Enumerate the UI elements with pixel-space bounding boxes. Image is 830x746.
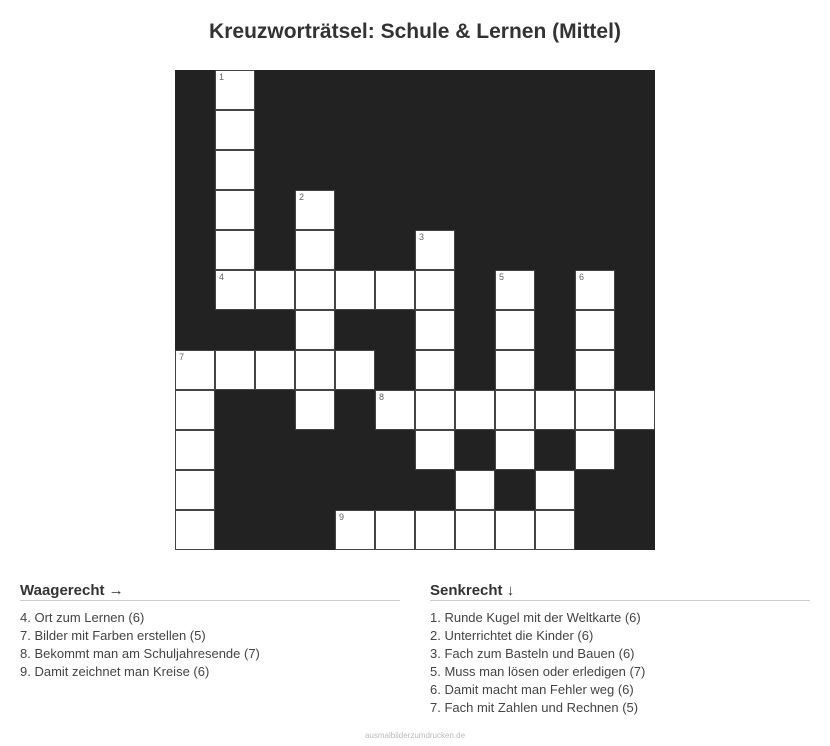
block-cell <box>255 230 295 270</box>
clue-number: 3 <box>419 232 425 242</box>
block-cell <box>415 470 455 510</box>
block-cell <box>335 310 375 350</box>
letter-cell[interactable] <box>415 430 455 470</box>
block-cell <box>575 190 615 230</box>
letter-cell[interactable] <box>415 350 455 390</box>
block-cell <box>215 510 255 550</box>
block-cell <box>615 270 655 310</box>
block-cell <box>335 430 375 470</box>
block-cell <box>535 150 575 190</box>
block-cell <box>215 470 255 510</box>
letter-cell[interactable] <box>575 430 615 470</box>
letter-cell[interactable] <box>255 350 295 390</box>
block-cell <box>535 230 575 270</box>
block-cell <box>375 350 415 390</box>
block-cell <box>375 150 415 190</box>
block-cell <box>415 70 455 110</box>
block-cell <box>335 390 375 430</box>
block-cell <box>295 150 335 190</box>
letter-cell[interactable] <box>215 190 255 230</box>
block-cell <box>415 190 455 230</box>
letter-cell[interactable] <box>535 470 575 510</box>
block-cell <box>335 470 375 510</box>
block-cell <box>615 470 655 510</box>
letter-cell[interactable] <box>415 510 455 550</box>
letter-cell[interactable] <box>215 70 255 110</box>
block-cell <box>535 190 575 230</box>
clue-down: 2. Unterrichtet die Kinder (6) <box>430 628 594 643</box>
block-cell <box>295 110 335 150</box>
clue-down: 1. Runde Kugel mit der Weltkarte (6) <box>430 610 641 625</box>
block-cell <box>615 110 655 150</box>
block-cell <box>335 190 375 230</box>
letter-cell[interactable] <box>375 510 415 550</box>
block-cell <box>415 110 455 150</box>
footer-credit: ausmalbilderzumdrucken.de <box>364 731 466 740</box>
letter-cell[interactable] <box>575 350 615 390</box>
letter-cell[interactable] <box>295 350 335 390</box>
block-cell <box>295 70 335 110</box>
block-cell <box>455 350 495 390</box>
clue-number: 7 <box>179 352 185 362</box>
letter-cell[interactable] <box>175 390 215 430</box>
block-cell <box>615 230 655 270</box>
block-cell <box>215 390 255 430</box>
block-cell <box>375 230 415 270</box>
block-cell <box>255 470 295 510</box>
letter-cell[interactable] <box>415 390 455 430</box>
letter-cell[interactable] <box>375 390 415 430</box>
letter-cell[interactable] <box>215 270 255 310</box>
letter-cell[interactable] <box>495 430 535 470</box>
block-cell <box>615 350 655 390</box>
clue-down: 5. Muss man lösen oder erledigen (7) <box>430 664 646 679</box>
block-cell <box>375 430 415 470</box>
block-cell <box>495 70 535 110</box>
letter-cell[interactable] <box>495 310 535 350</box>
block-cell <box>575 510 615 550</box>
block-cell <box>575 70 615 110</box>
block-cell <box>615 150 655 190</box>
block-cell <box>255 390 295 430</box>
clue-across: 8. Bekommt man am Schuljahresende (7) <box>20 646 260 661</box>
block-cell <box>455 110 495 150</box>
clue-across: 9. Damit zeichnet man Kreise (6) <box>20 664 210 679</box>
letter-cell[interactable] <box>215 150 255 190</box>
block-cell <box>215 310 255 350</box>
block-cell <box>175 110 215 150</box>
block-cell <box>255 430 295 470</box>
letter-cell[interactable] <box>495 270 535 310</box>
letter-cell[interactable] <box>415 230 455 270</box>
letter-cell[interactable] <box>295 230 335 270</box>
block-cell <box>495 190 535 230</box>
letter-cell[interactable] <box>335 510 375 550</box>
block-cell <box>575 110 615 150</box>
block-cell <box>455 150 495 190</box>
clue-down: 3. Fach zum Basteln und Bauen (6) <box>430 646 635 661</box>
letter-cell[interactable] <box>575 270 615 310</box>
across-clues <box>20 582 400 681</box>
letter-cell[interactable] <box>375 270 415 310</box>
letter-cell[interactable] <box>495 350 535 390</box>
block-cell <box>175 190 215 230</box>
letter-cell[interactable] <box>175 470 215 510</box>
across-heading: Waagerecht → <box>20 582 400 601</box>
block-cell <box>375 310 415 350</box>
letter-cell[interactable] <box>455 470 495 510</box>
block-cell <box>615 310 655 350</box>
block-cell <box>455 430 495 470</box>
clue-number: 8 <box>379 392 385 402</box>
letter-cell[interactable] <box>175 430 215 470</box>
block-cell <box>215 430 255 470</box>
letter-cell[interactable] <box>295 390 335 430</box>
letter-cell[interactable] <box>215 110 255 150</box>
letter-cell[interactable] <box>415 310 455 350</box>
block-cell <box>535 350 575 390</box>
block-cell <box>175 150 215 190</box>
block-cell <box>535 70 575 110</box>
block-cell <box>495 470 535 510</box>
clue-number: 6 <box>579 272 585 282</box>
block-cell <box>615 430 655 470</box>
block-cell <box>575 150 615 190</box>
block-cell <box>375 470 415 510</box>
letter-cell[interactable] <box>535 390 575 430</box>
block-cell <box>495 230 535 270</box>
clue-down: 7. Fach mit Zahlen und Rechnen (5) <box>430 700 639 715</box>
letter-cell[interactable] <box>175 350 215 390</box>
block-cell <box>335 230 375 270</box>
block-cell <box>575 230 615 270</box>
block-cell <box>335 110 375 150</box>
block-cell <box>455 70 495 110</box>
block-cell <box>295 430 335 470</box>
block-cell <box>255 110 295 150</box>
letter-cell[interactable] <box>335 350 375 390</box>
block-cell <box>575 470 615 510</box>
page-title: Kreuzworträtsel: Schule & Lernen (Mittel) <box>209 20 621 43</box>
clue-number: 4 <box>219 272 225 282</box>
block-cell <box>295 470 335 510</box>
block-cell <box>255 310 295 350</box>
clue-number: 5 <box>499 272 505 282</box>
block-cell <box>495 110 535 150</box>
letter-cell[interactable] <box>295 270 335 310</box>
clue-down: 6. Damit macht man Fehler weg (6) <box>430 682 634 697</box>
letter-cell[interactable] <box>455 390 495 430</box>
block-cell <box>335 70 375 110</box>
block-cell <box>175 70 215 110</box>
block-cell <box>175 230 215 270</box>
letter-cell[interactable] <box>495 390 535 430</box>
block-cell <box>535 110 575 150</box>
letter-cell[interactable] <box>575 310 615 350</box>
block-cell <box>495 150 535 190</box>
clue-number: 1 <box>219 72 225 82</box>
letter-cell[interactable] <box>175 510 215 550</box>
block-cell <box>455 230 495 270</box>
letter-cell[interactable] <box>615 390 655 430</box>
clue-number: 9 <box>339 512 345 522</box>
letter-cell[interactable] <box>455 510 495 550</box>
letter-cell[interactable] <box>295 310 335 350</box>
block-cell <box>455 310 495 350</box>
block-cell <box>295 510 335 550</box>
crossword-grid <box>175 70 655 550</box>
down-heading: Senkrecht ↓ <box>430 582 810 601</box>
block-cell <box>615 190 655 230</box>
block-cell <box>255 150 295 190</box>
block-cell <box>615 510 655 550</box>
letter-cell[interactable] <box>535 510 575 550</box>
letter-cell[interactable] <box>215 230 255 270</box>
block-cell <box>535 430 575 470</box>
block-cell <box>375 110 415 150</box>
letter-cell[interactable] <box>495 510 535 550</box>
letter-cell[interactable] <box>255 270 295 310</box>
block-cell <box>535 270 575 310</box>
down-clues <box>430 582 810 717</box>
block-cell <box>175 310 215 350</box>
block-cell <box>455 270 495 310</box>
letter-cell[interactable] <box>575 390 615 430</box>
clue-number: 2 <box>299 192 305 202</box>
letter-cell[interactable] <box>215 350 255 390</box>
block-cell <box>455 190 495 230</box>
block-cell <box>375 190 415 230</box>
block-cell <box>415 150 455 190</box>
block-cell <box>535 310 575 350</box>
letter-cell[interactable] <box>295 190 335 230</box>
block-cell <box>255 70 295 110</box>
block-cell <box>255 190 295 230</box>
block-cell <box>615 70 655 110</box>
block-cell <box>255 510 295 550</box>
block-cell <box>335 150 375 190</box>
letter-cell[interactable] <box>335 270 375 310</box>
letter-cell[interactable] <box>415 270 455 310</box>
clue-across: 7. Bilder mit Farben erstellen (5) <box>20 628 206 643</box>
block-cell <box>375 70 415 110</box>
clue-across: 4. Ort zum Lernen (6) <box>20 610 145 625</box>
block-cell <box>175 270 215 310</box>
